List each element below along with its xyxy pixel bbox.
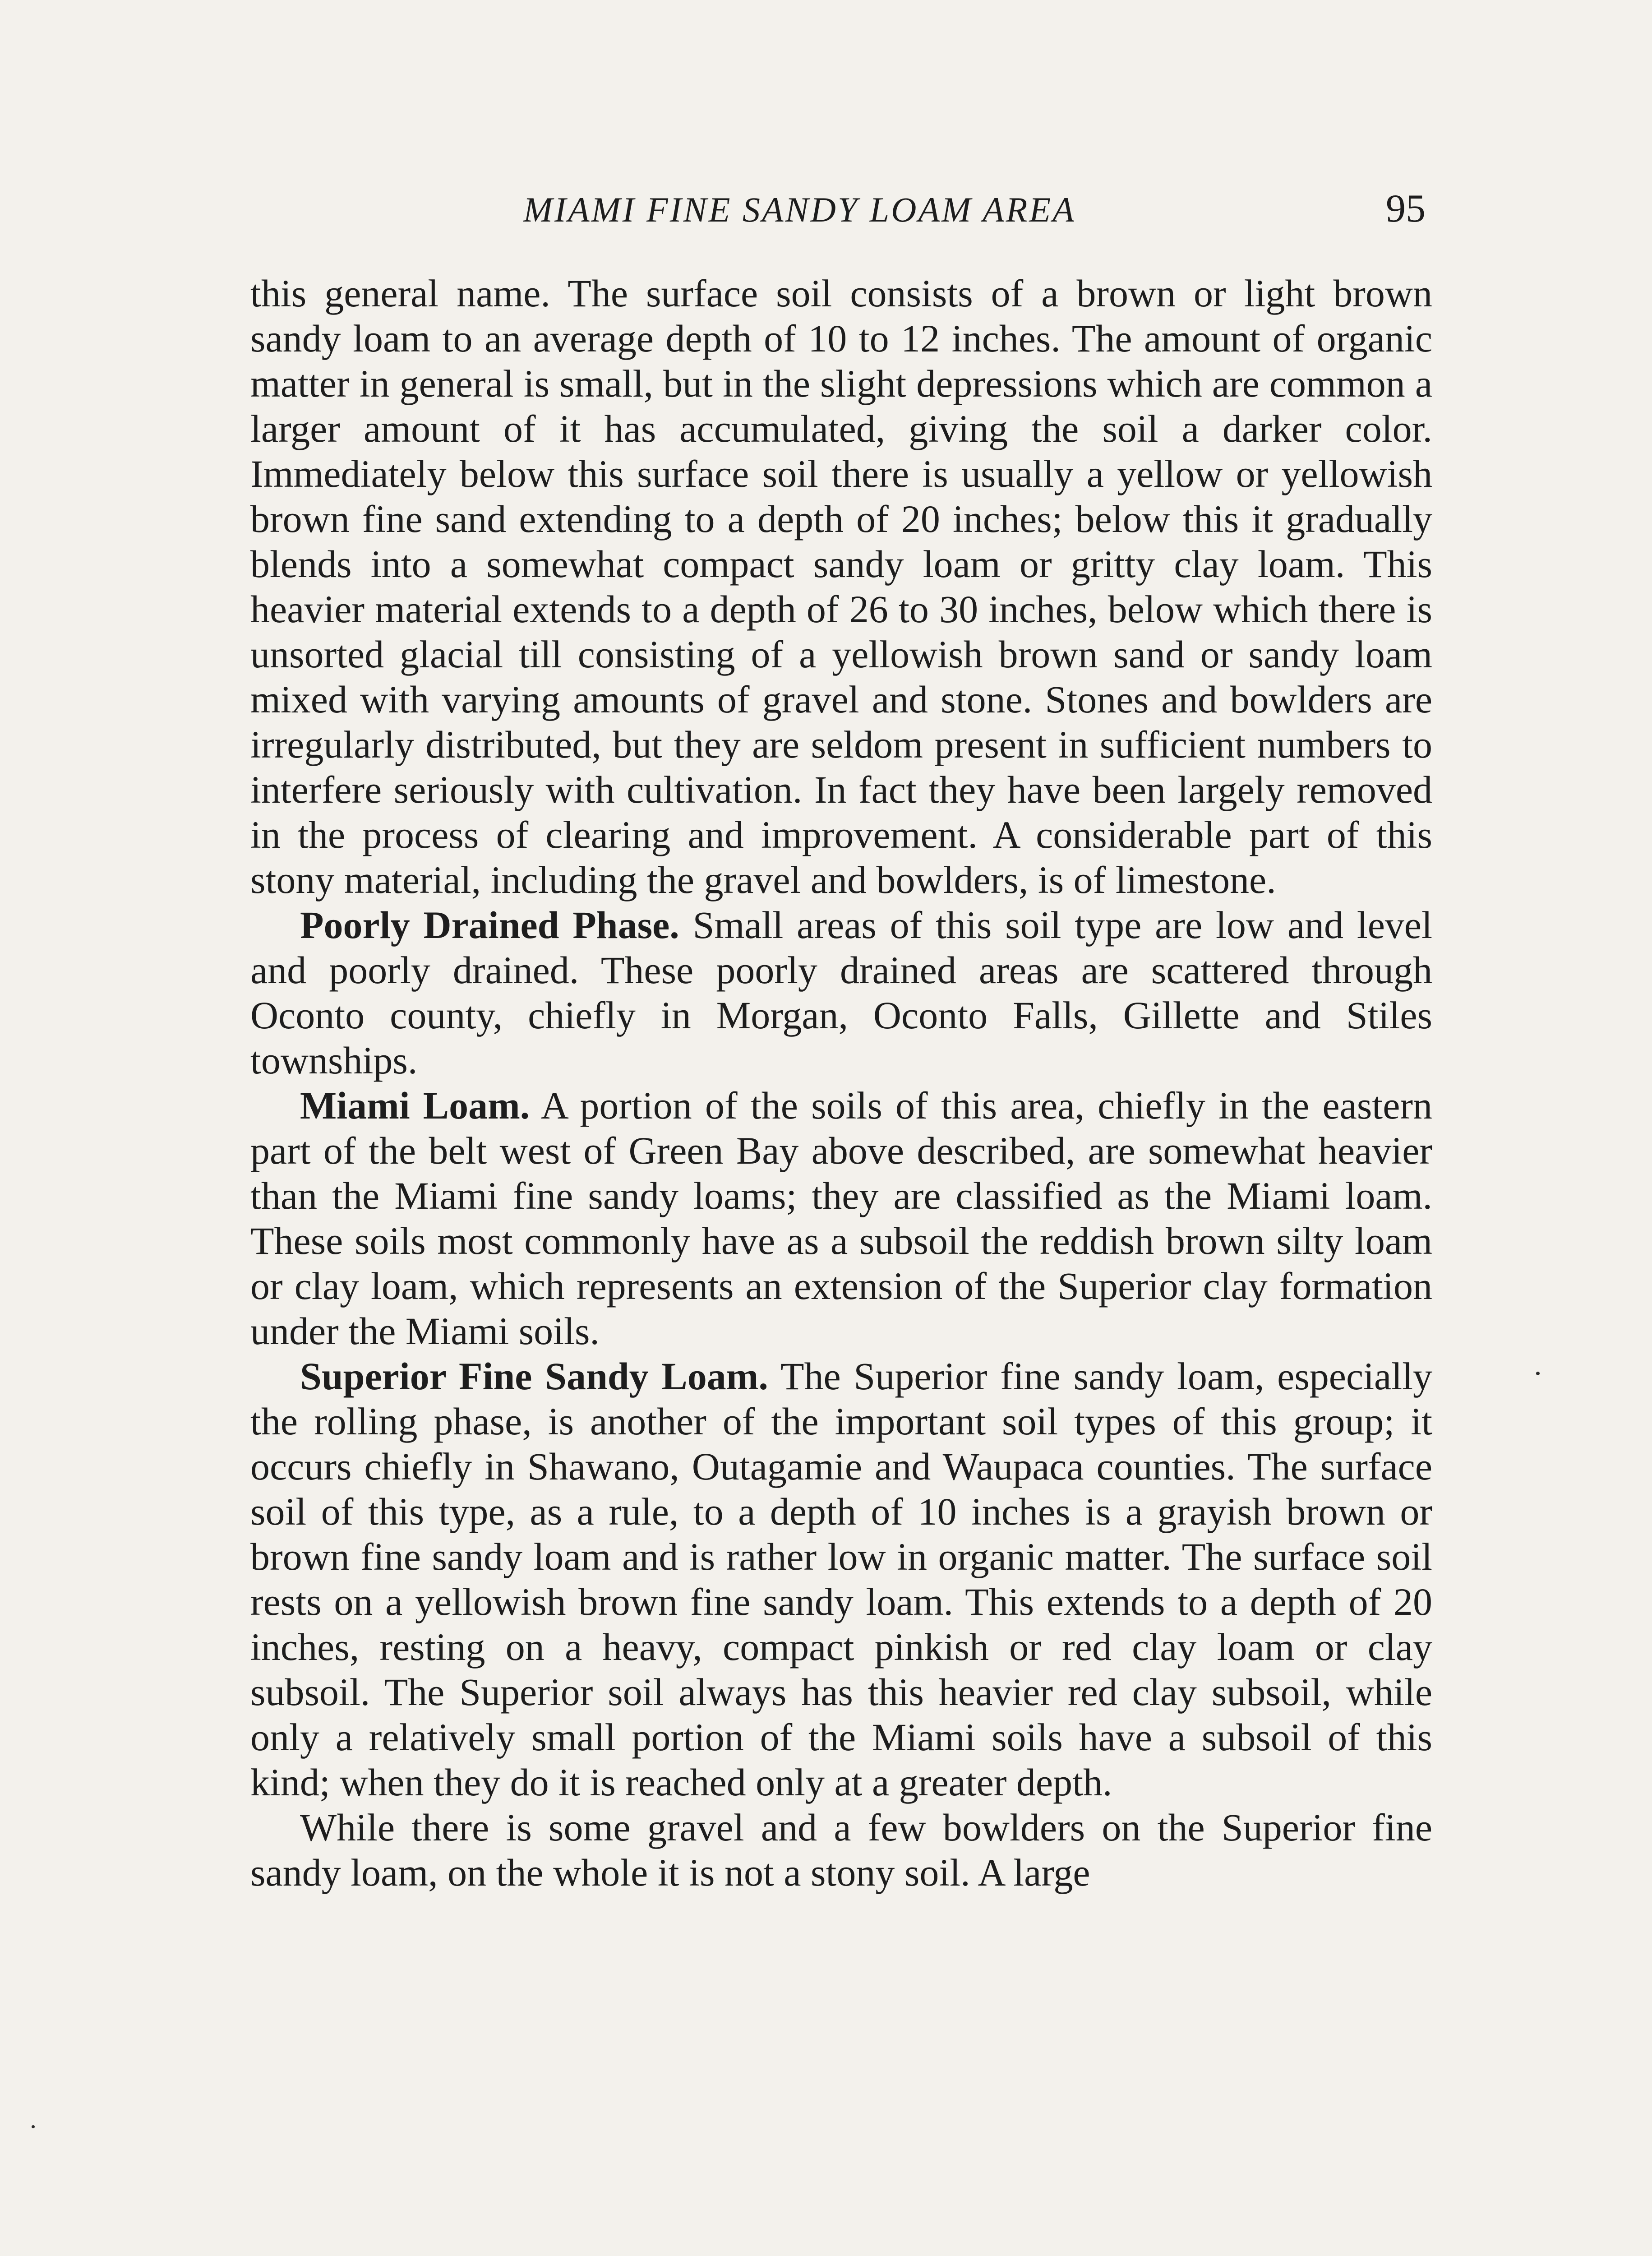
- ink-speck: [1536, 1372, 1540, 1375]
- paragraph-text: The Superior fine sandy loam, especially the rolling phase, is another of the important soil types of this group; it occurs chiefly in Shawano, Outagamie and Waupaca counties. The surface soil of this type, as a rule, to a depth of 10 inches is a grayish brown or brown fine sandy loam and is rather low in organic matter. The surface soil rests on a yellowish brown fine sandy loam. This extends to a depth of 20 inches, resting on a heavy, compact pinkish or red clay loam or clay subsoil. The Superior soil always has this heavier red clay subsoil, while only a relatively small portion of the Miami soils have a subsoil of this kind; when they do it is reached only at a greater depth.: [250, 1355, 1432, 1804]
- section-heading-miami-loam: Miami Loam.: [300, 1084, 530, 1127]
- paragraph-continued: this general name. The surface soil consists of a brown or light brown sandy loam to an average depth of 10 to 12 inches. The amount of organic matter in general is small, but in the slight depressions which are common a larger amount of it has accumulated, giving the soil a darker color. Immediately below this surface soil there is usually a yellow or yellowish brown fine sand extending to a depth of 20 inches; below this it gradually blends into a somewhat compact sandy loam or gritty clay loam. This heavier material extends to a depth of 26 to 30 inches, below which there is unsorted glacial till consisting of a yellowish brown sand or sandy loam mixed with varying amounts of gravel and stone. Stones and bowlders are irregularly distributed, but they are seldom present in sufficient numbers to interfere seriously with cultivation. In fact they have been largely removed in the process of clearing and improvement. A considerable part of this stony material, including the gravel and bowlders, is of limestone.: [250, 272, 1432, 901]
- paragraph-last: While there is some gravel and a few bowlders on the Superior fine sandy loam, on the whole it is not a stony soil. A large: [250, 1806, 1432, 1894]
- running-head: [253, 187, 1426, 244]
- section-heading-poorly-drained-phase: Poorly Drained Phase.: [300, 903, 679, 947]
- running-title: MIAMI FINE SANDY LOAM AREA: [523, 190, 1076, 229]
- paragraph-text: Small areas of this soil type are low and level and poorly drained. These poorly drained areas are scattered through Oconto county, chiefly in Morgan, Oconto Falls, Gillette and Stiles townships.: [250, 903, 1432, 1082]
- paragraph-superior-fine-sandy-loam: [250, 1354, 1432, 1805]
- page-number: 95: [1386, 187, 1426, 231]
- ink-speck: [32, 2125, 35, 2128]
- paragraph-miami-loam: [250, 1083, 1432, 1354]
- paragraph-text: A portion of the soils of this area, chiefly in the eastern part of the belt west of Green Bay above described, are somewhat heavier than the Miami fine sandy loams; they are classified as the Miami loam. These soils most commonly have as a subsoil the reddish brown silty loam or clay loam, which represents an extension of the Superior clay formation under the Miami soils.: [250, 1084, 1432, 1353]
- paragraph-poorly-drained-phase: [250, 902, 1432, 1083]
- body-text: [250, 271, 1432, 1895]
- section-heading-superior-fine-sandy-loam: Superior Fine Sandy Loam.: [300, 1355, 768, 1398]
